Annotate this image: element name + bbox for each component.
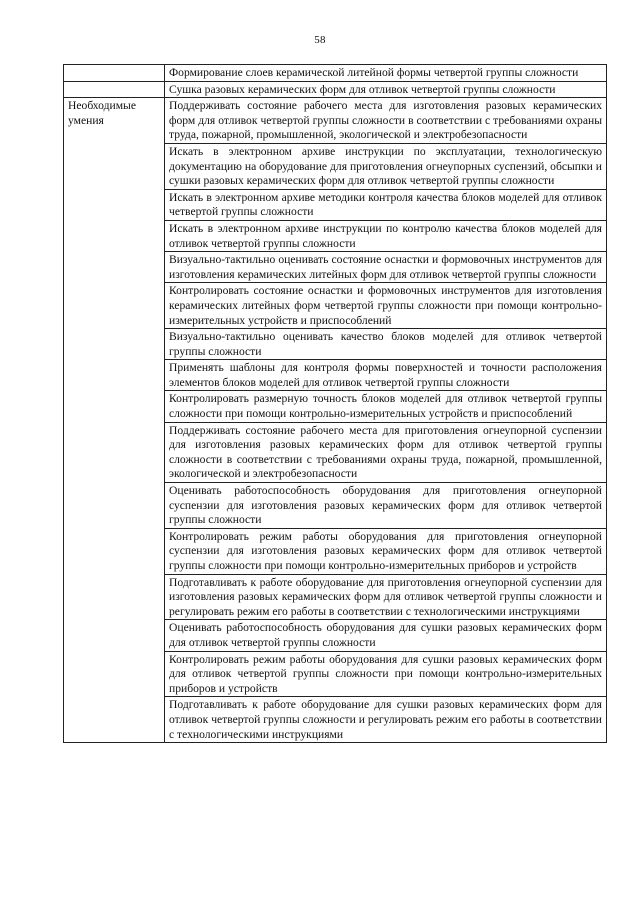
requirements-table	[63, 64, 607, 743]
table-cell-text: Поддерживать состояние рабочего места для изготовления разовых керамических форм для отливок четвертой группы сложности в соответствии с требованиями охраны труда, пожарной, промышленной, экологической и электробезопасности	[165, 98, 607, 144]
table-cell-text: Контролировать размерную точность блоков моделей для отливок четвертой группы сложности при помощи контрольно-измерительных устройств и приспособлений	[165, 391, 607, 422]
label-cell-empty	[64, 81, 165, 98]
label-cell-empty	[64, 65, 165, 82]
table-cell-text: Подготавливать к работе оборудование для сушки разовых керамических форм для отливок четвертой группы сложности и регулировать режим его работы в соответствии с технологическими инструкциями	[165, 697, 607, 743]
table-cell-text: Подготавливать к работе оборудование для приготовления огнеупорной суспензии для изготовления разовых керамических форм для отливок четвертой группы сложности и регулировать режим его работы в соответствии с технологическими инструкциями	[165, 574, 607, 620]
table-cell-text: Визуально-тактильно оценивать состояние оснастки и формовочных инструментов для изготовления керамических литейных форм для отливок четвертой группы сложности	[165, 252, 607, 283]
table-cell-text: Формирование слоев керамической литейной формы четвертой группы сложности	[165, 65, 607, 82]
table-cell-text: Контролировать режим работы оборудования для сушки разовых керамических форм для отливок четвертой группы сложности при помощи контрольно-измерительных приборов и устройств	[165, 651, 607, 697]
page-number: 58	[314, 34, 326, 46]
table-row	[64, 81, 607, 98]
table-cell-text: Сушка разовых керамических форм для отливок четвертой группы сложности	[165, 81, 607, 98]
table-cell-text: Искать в электронном архиве инструкции по эксплуатации, технологическую документацию на оборудование для приготовления огнеупорных суспензий, обсыпки и сушки разовых керамических форм для отливок четвертой группы сложности	[165, 143, 607, 189]
table-cell-text: Оценивать работоспособность оборудования для приготовления огнеупорной суспензии для изготовления разовых керамических форм для отливок четвертой группы сложности	[165, 483, 607, 529]
table-row	[64, 65, 607, 82]
table-cell-text: Контролировать состояние оснастки и формовочных инструментов для изготовления керамических литейных форм четвертой группы сложности при помощи контрольно-измерительных устройств и приспособлений	[165, 283, 607, 329]
table-cell-text: Оценивать работоспособность оборудования для сушки разовых керамических форм для отливок четвертой группы сложности	[165, 620, 607, 651]
table-cell-text: Искать в электронном архиве методики контроля качества блоков моделей для отливок четвертой группы сложности	[165, 189, 607, 220]
section-label-skills: Необходимые умения	[64, 98, 165, 743]
table-cell-text: Применять шаблоны для контроля формы поверхностей и точности расположения элементов блоков моделей для отливок четвертой группы сложности	[165, 360, 607, 391]
table-cell-text: Визуально-тактильно оценивать качество блоков моделей для отливок четвертой группы сложности	[165, 329, 607, 360]
table-row	[64, 98, 607, 144]
table-cell-text: Контролировать режим работы оборудования для приготовления огнеупорной суспензии для изготовления разовых керамических форм для отливок четвертой группы сложности при помощи контрольно-измерительных приборов и устройств	[165, 528, 607, 574]
table-cell-text: Искать в электронном архиве инструкции по контролю качества блоков моделей для отливок четвертой группы сложности	[165, 220, 607, 251]
table-cell-text: Поддерживать состояние рабочего места для приготовления огнеупорной суспензии для изготовления разовых керамических форм для отливок четвертой группы сложности в соответствии с требованиями охраны труда, пожарной, промышленной, экологической и электробезопасности	[165, 422, 607, 482]
